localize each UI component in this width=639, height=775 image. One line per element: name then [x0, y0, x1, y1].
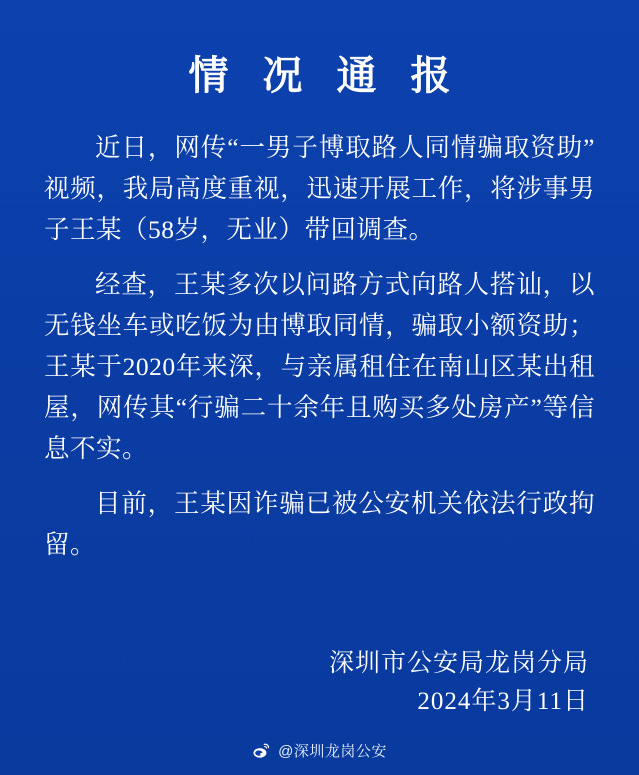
issue-date: 2024年3月11日 [417, 688, 589, 715]
paragraph: 目前，王某因诈骗已被公安机关依法行政拘留。 [44, 489, 595, 559]
signature-block [44, 645, 595, 721]
weibo-handle: @深圳龙岗公安 [278, 743, 387, 760]
paragraph: 经查，王某多次以问路方式向路人搭讪，以无钱坐车或吃饭为由博取同情，骗取小额资助；王某于2020年来深，与亲属租住在南山区某出租屋，网传其“行骗二十余年且购买多处房产”等信息不实。 [44, 270, 595, 463]
footer-attribution [0, 740, 639, 761]
announcement-body [44, 127, 595, 579]
issuing-organization: 深圳市公安局龙岗分局 [328, 650, 589, 677]
weibo-icon [252, 741, 271, 760]
paragraph: 近日，网传“一男子博取路人同情骗取资助”视频，我局高度重视，迅速开展工作，将涉事男子王某（58岁，无业）带回调查。 [44, 133, 595, 244]
page-title: 情 况 通 报 [188, 53, 463, 98]
